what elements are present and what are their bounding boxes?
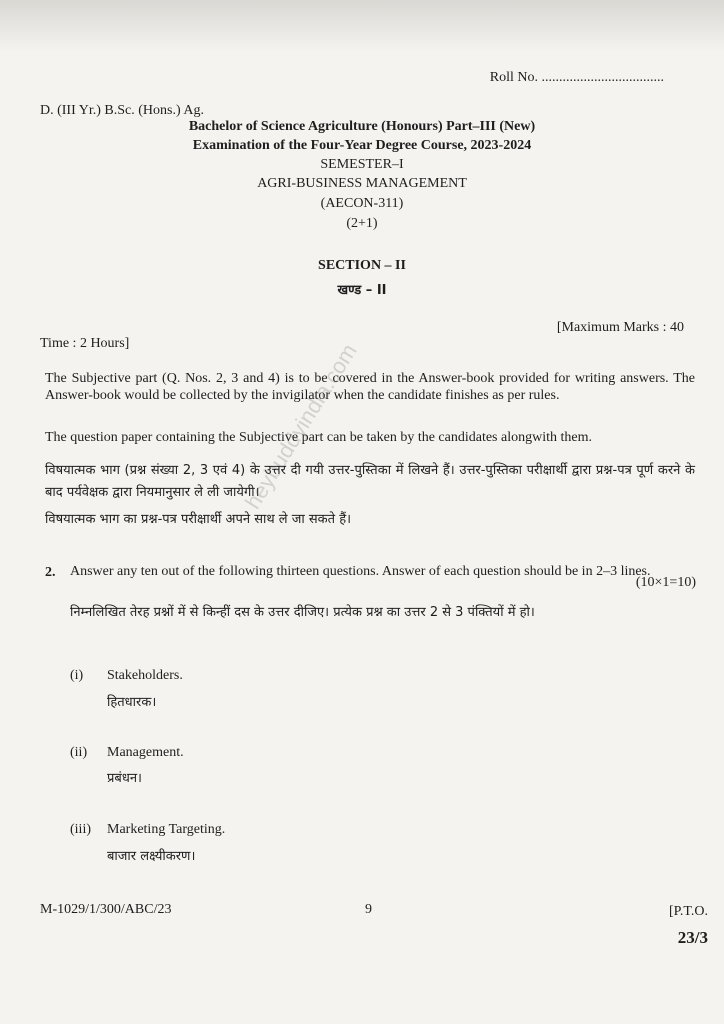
paper-code: M-1029/1/300/ABC/23 xyxy=(40,902,172,917)
sub-question-text-hindi: हितधारक। xyxy=(107,695,157,710)
section-title: SECTION – II xyxy=(318,258,406,273)
sub-question-number: (i) xyxy=(70,668,84,683)
subject-code: (AECON-311) xyxy=(320,196,404,211)
exam-title: Examination of the Four-Year Degree Course, 2023-2024 xyxy=(192,138,532,153)
time-allowed: Time : 2 Hours] xyxy=(40,336,130,351)
course-code: D. (III Yr.) B.Sc. (Hons.) Ag. xyxy=(40,103,204,118)
paper-number: 23/3 xyxy=(677,928,708,947)
section-title-hindi: खण्ड – II xyxy=(337,283,387,298)
sub-question-text-hindi: बाजार लक्ष्यीकरण। xyxy=(107,849,196,864)
subject: AGRI-BUSINESS MANAGEMENT xyxy=(257,176,467,191)
question-text-hindi: निम्नलिखित तेरह प्रश्नों में से किन्हीं दस के उत्तर दीजिए। प्रत्येक प्रश्न का उत्तर 2 से 3 पंक्तियों में हो। xyxy=(70,605,535,620)
pto-label: [P.T.O. xyxy=(668,904,708,919)
sub-question-text: Stakeholders. xyxy=(107,668,183,683)
question-marks: (10×1=10) xyxy=(635,575,696,590)
page-number: 9 xyxy=(365,902,372,917)
degree-title: Bachelor of Science Agriculture (Honours) Part–III (New) xyxy=(188,119,536,134)
semester: SEMESTER–I xyxy=(320,157,404,172)
sub-question-text: Marketing Targeting. xyxy=(107,822,226,837)
instruction-hindi-2: विषयात्मक भाग का प्रश्न-पत्र परीक्षार्थी अपने साथ ले जा सकते हैं। xyxy=(45,512,352,527)
watermark: heybuddyindia.com xyxy=(240,339,362,514)
instruction-2: The question paper containing the Subjective part can be taken by the candidates alongwith them. xyxy=(45,430,592,445)
roll-number xyxy=(490,70,664,86)
question-number: 2. xyxy=(45,565,56,580)
sub-question-number: (iii) xyxy=(70,822,91,837)
credit-hours: (2+1) xyxy=(346,216,378,231)
question-text: Answer any ten out of the following thirteen questions. Answer of each question should be in 2–3 lines. xyxy=(70,564,651,579)
instruction-hindi-1: विषयात्मक भाग (प्रश्न संख्या 2, 3 एवं 4) के उत्तर दी गयी उत्तर-पुस्तिका में लिखने हैं। उत्तर-पुस्तिका परीक्षार्थी द्वारा प्रश्न-पत्र पूर्ण करने के बाद पर्यवेक्षक द्वारा नियमानुसार ले ली जायेगी। xyxy=(45,463,695,500)
max-marks: [Maximum Marks : 40 xyxy=(556,320,684,335)
sub-question-text: Management. xyxy=(107,745,184,760)
roll-label: Roll No. xyxy=(489,70,538,85)
sub-question-number: (ii) xyxy=(70,745,88,760)
roll-dots: ................................... xyxy=(541,70,664,85)
sub-question-text-hindi: प्रबंधन। xyxy=(107,771,142,786)
scan-shadow xyxy=(0,0,724,52)
instruction-1: The Subjective part (Q. Nos. 2, 3 and 4) is to be covered in the Answer-book provided for writing answers. The Answer-book would be collected by the invigilator when the candidate finishes as per rules. xyxy=(45,371,695,403)
